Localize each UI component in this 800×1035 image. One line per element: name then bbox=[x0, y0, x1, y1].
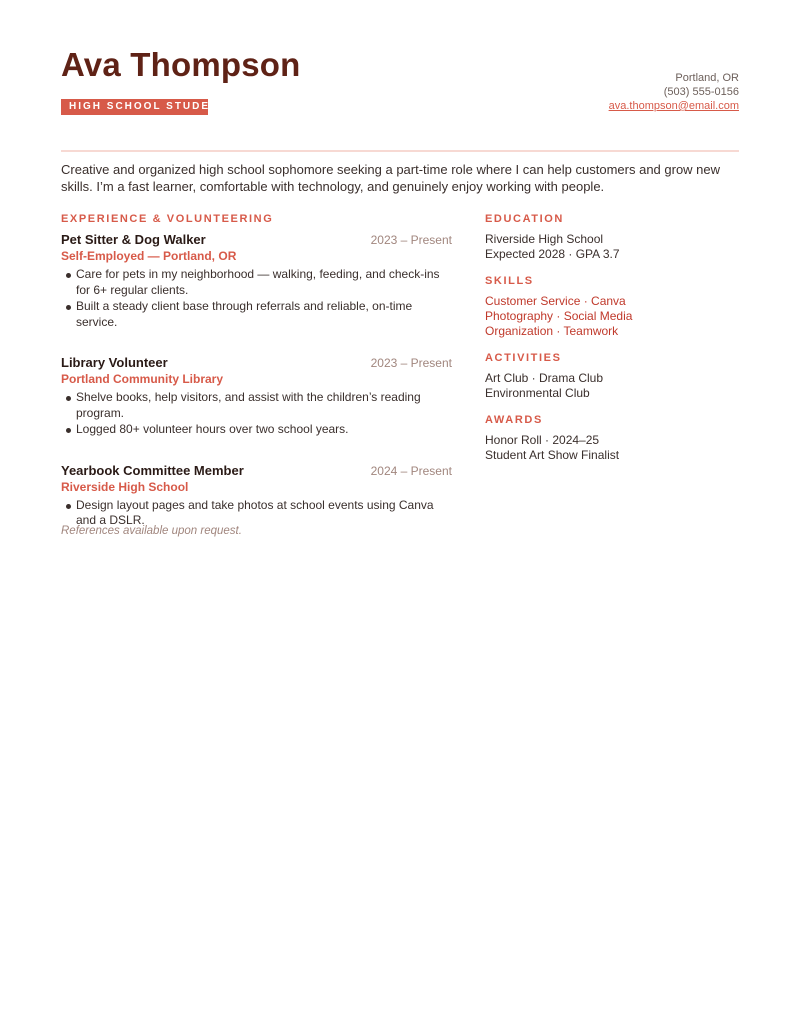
summary-text: Creative and organized high school sophomore seeking a part-time role where I can help customers and grow new skills. I’m a fast learner, comfortable with technology, and genuinely enjoy working with people. bbox=[61, 162, 721, 194]
resume-header bbox=[61, 0, 739, 152]
job-bullet: Design layout pages and take photos at school events using Canva and a DSLR. bbox=[61, 498, 452, 529]
job-date: 2023 – Present bbox=[370, 233, 452, 247]
contact-phone: (503) 555-0156 bbox=[663, 86, 739, 98]
education-section-title: EDUCATION bbox=[485, 213, 564, 225]
job-bullet: Built a steady client base through referrals and reliable, on-time service. bbox=[61, 299, 452, 330]
education-section bbox=[485, 212, 739, 262]
job-bullets bbox=[61, 267, 452, 330]
job-bullet: Care for pets in my neighborhood — walking, feeding, and check-ins for 6+ regular clients. bbox=[61, 267, 452, 298]
experience-section-title: EXPERIENCE & VOLUNTEERING bbox=[61, 213, 274, 225]
skills-section-title: SKILLS bbox=[485, 275, 534, 287]
education-school: Riverside High School bbox=[485, 232, 604, 246]
contact-info bbox=[609, 71, 739, 113]
job-bullet: Logged 80+ volunteer hours over two school years. bbox=[61, 422, 452, 438]
skills-section bbox=[485, 274, 739, 339]
references-note: References available upon request. bbox=[61, 525, 242, 537]
job-title: Yearbook Committee Member bbox=[61, 462, 244, 478]
skills-line: Customer Service · Canva bbox=[485, 294, 626, 308]
education-details: Expected 2028 · GPA 3.7 bbox=[485, 247, 620, 261]
job-organization: Riverside High School bbox=[61, 479, 189, 494]
contact-email-link[interactable]: ava.thompson@email.com bbox=[608, 100, 739, 112]
job-date: 2023 – Present bbox=[370, 356, 452, 370]
activities-line: Environmental Club bbox=[485, 386, 590, 400]
job-entry bbox=[61, 355, 452, 438]
candidate-subtitle-badge: HIGH SCHOOL STUDENT bbox=[61, 99, 208, 115]
skills-line: Photography · Social Media bbox=[485, 309, 633, 323]
activities-line: Art Club · Drama Club bbox=[485, 371, 604, 385]
job-title: Pet Sitter & Dog Walker bbox=[61, 232, 206, 247]
skills-line: Organization · Teamwork bbox=[485, 324, 619, 338]
job-date: 2024 – Present bbox=[370, 463, 452, 478]
job-entry bbox=[61, 463, 452, 529]
job-organization: Portland Community Library bbox=[61, 372, 224, 386]
awards-line: Student Art Show Finalist bbox=[485, 448, 620, 462]
job-bullet: Shelve books, help visitors, and assist with the children’s reading program. bbox=[61, 390, 452, 421]
experience-column bbox=[61, 212, 452, 530]
job-title: Library Volunteer bbox=[61, 355, 168, 370]
awards-line: Honor Roll · 2024–25 bbox=[485, 433, 600, 447]
activities-section bbox=[485, 351, 739, 401]
job-organization: Self-Employed — Portland, OR bbox=[61, 249, 237, 263]
job-entry bbox=[61, 232, 452, 330]
activities-section-title: ACTIVITIES bbox=[485, 352, 562, 364]
job-bullets bbox=[61, 498, 452, 529]
awards-section-title: AWARDS bbox=[485, 414, 543, 426]
awards-section bbox=[485, 413, 739, 463]
sidebar-column bbox=[485, 212, 739, 463]
job-bullets bbox=[61, 390, 452, 438]
contact-location: Portland, OR bbox=[675, 72, 739, 84]
candidate-name: Ava Thompson bbox=[61, 46, 301, 83]
